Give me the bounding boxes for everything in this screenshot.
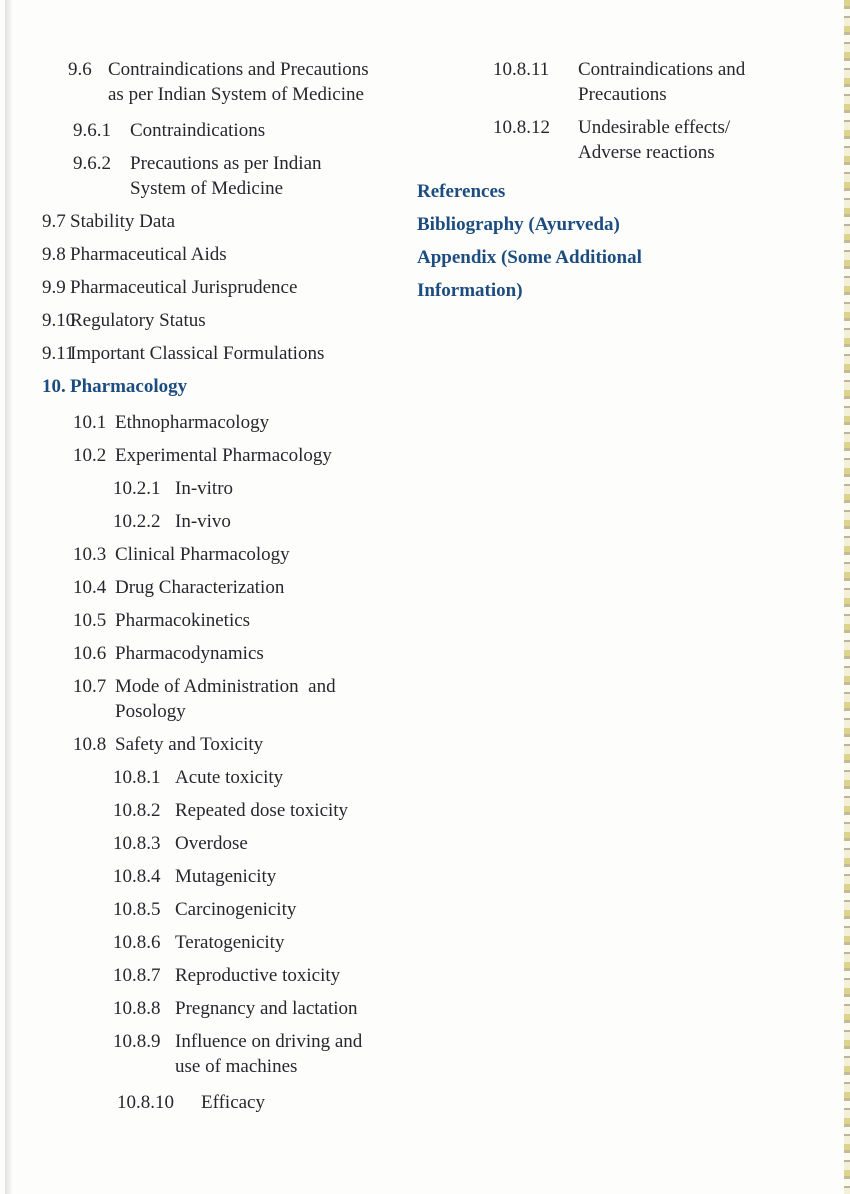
toc-entry-title-line: Pharmaceutical Aids xyxy=(70,244,227,265)
toc-entry-title-line: Appendix (Some Additional xyxy=(417,247,642,268)
toc-entry-title-line: as per Indian System of Medicine xyxy=(108,84,364,105)
toc-entry-10.2 xyxy=(42,443,442,468)
toc-entry-title-line: Carcinogenicity xyxy=(175,899,297,920)
toc-entry-10.3 xyxy=(42,542,442,567)
toc-entry-title-line: Pharmacodynamics xyxy=(115,643,264,664)
toc-entry-title-line: Precautions xyxy=(578,84,667,105)
toc-entry-title-line: Ethnopharmacology xyxy=(115,412,270,433)
toc-entry-10.8.3 xyxy=(42,831,442,856)
toc-entry-10.8.5 xyxy=(42,897,442,922)
toc-entry-title-line: use of machines xyxy=(175,1056,298,1077)
toc-entry-title xyxy=(175,897,442,922)
toc-entry-title-line: Contraindications and xyxy=(578,59,746,80)
toc-entry-title xyxy=(175,1029,442,1079)
toc-entry-10.8.2 xyxy=(42,798,442,823)
toc-entry-number: 9.8 xyxy=(42,244,66,265)
toc-entry-title-line: System of Medicine xyxy=(130,178,284,199)
toc-entry-number: 10.8.3 xyxy=(113,833,161,854)
toc-entry-number: 10.8 xyxy=(73,734,107,755)
toc-entry-title-line: Safety and Toxicity xyxy=(115,734,264,755)
toc-left-column xyxy=(42,57,442,1123)
toc-entry-appendix-some-additional xyxy=(417,245,777,303)
toc-entry-title-line: References xyxy=(417,181,506,202)
toc-entry-10.8.7 xyxy=(42,963,442,988)
toc-entry-number: 10.8.6 xyxy=(113,932,161,953)
toc-entry-title xyxy=(115,575,442,600)
toc-entry-10.2.1 xyxy=(42,476,442,501)
toc-entry-title xyxy=(115,732,442,757)
toc-entry-title-line: Experimental Pharmacology xyxy=(115,445,332,466)
toc-entry-title xyxy=(175,831,442,856)
toc-entry-title-line: Influence on driving and xyxy=(175,1031,363,1052)
toc-entry-title-line: Acute toxicity xyxy=(175,767,284,788)
toc-entry-title-line: Adverse reactions xyxy=(578,142,715,163)
toc-entry-9.6 xyxy=(42,57,442,107)
toc-entry-10.5 xyxy=(42,608,442,633)
toc-entry-10.6 xyxy=(42,641,442,666)
toc-entry-title xyxy=(130,151,442,201)
toc-entry-title xyxy=(115,443,442,468)
toc-entry-9.7 xyxy=(42,209,442,234)
toc-entry-title-line: Important Classical Formulations xyxy=(70,343,325,364)
toc-entry-title xyxy=(70,308,442,333)
toc-entry-title xyxy=(175,765,442,790)
toc-entry-title xyxy=(130,118,442,143)
toc-entry-title xyxy=(417,212,777,237)
toc-entry-number: 10.8.9 xyxy=(113,1031,161,1052)
toc-entry-number: 10.8.4 xyxy=(113,866,161,887)
toc-entry-title xyxy=(417,179,777,204)
toc-entry-9.6.2 xyxy=(42,151,442,201)
toc-entry-title xyxy=(115,674,442,724)
toc-entry-number: 10.7 xyxy=(73,676,107,697)
toc-entry-10.8.9 xyxy=(42,1029,442,1079)
toc-entry-9.9 xyxy=(42,275,442,300)
toc-entry-10. xyxy=(42,374,442,399)
toc-entry-title xyxy=(175,864,442,889)
toc-entry-title-line: Mode of Administration and xyxy=(115,676,336,697)
toc-entry-title-line: Stability Data xyxy=(70,211,176,232)
toc-entry-10.1 xyxy=(42,410,442,435)
toc-entry-title-line: Undesirable effects/ xyxy=(578,117,731,138)
toc-entry-number: 9.6 xyxy=(68,59,92,80)
toc-entry-number: 10.2 xyxy=(73,445,107,466)
toc-entry-title xyxy=(578,115,777,165)
toc-entry-10.8.8 xyxy=(42,996,442,1021)
toc-entry-9.8 xyxy=(42,242,442,267)
toc-entry-title-line: Posology xyxy=(115,701,186,722)
toc-entry-number: 10.8.12 xyxy=(493,117,550,138)
toc-entry-title-line: Pharmacology xyxy=(70,376,188,397)
toc-entry-title-line: Regulatory Status xyxy=(70,310,206,331)
toc-entry-number: 9.7 xyxy=(42,211,66,232)
toc-entry-number: 10.6 xyxy=(73,643,107,664)
toc-entry-title xyxy=(70,242,442,267)
toc-entry-references xyxy=(417,179,777,204)
toc-entry-title-line: In-vitro xyxy=(175,478,234,499)
toc-entry-title xyxy=(108,57,442,107)
toc-entry-number: 10.2.1 xyxy=(113,478,161,499)
toc-entry-title-line: In-vivo xyxy=(175,511,231,532)
toc-entry-title xyxy=(70,341,442,366)
toc-entry-number: 9.10 xyxy=(42,310,76,331)
toc-entry-title xyxy=(115,410,442,435)
toc-entry-title-line: Repeated dose toxicity xyxy=(175,800,349,821)
toc-entry-number: 9.6.2 xyxy=(73,153,111,174)
toc-entry-number: 10.8.1 xyxy=(113,767,161,788)
toc-entry-title xyxy=(578,57,777,107)
toc-entry-10.8.6 xyxy=(42,930,442,955)
toc-entry-title xyxy=(115,542,442,567)
toc-right-column xyxy=(417,57,777,311)
toc-entry-number: 10. xyxy=(42,376,66,397)
toc-entry-number: 10.2.2 xyxy=(113,511,161,532)
toc-entry-number: 9.6.1 xyxy=(73,120,111,141)
toc-entry-title xyxy=(70,374,442,399)
toc-entry-title xyxy=(175,798,442,823)
toc-entry-title-line: Drug Characterization xyxy=(115,577,285,598)
toc-entry-title xyxy=(70,275,442,300)
toc-entry-9.6.1 xyxy=(42,118,442,143)
toc-entry-title-line: Information) xyxy=(417,280,523,301)
toc-entry-number: 9.11 xyxy=(42,343,75,364)
toc-entry-10.2.2 xyxy=(42,509,442,534)
toc-entry-9.11 xyxy=(42,341,442,366)
toc-entry-title-line: Reproductive toxicity xyxy=(175,965,341,986)
toc-entry-10.4 xyxy=(42,575,442,600)
scan-edge-shadow-left xyxy=(5,0,12,1194)
toc-entry-10.8.1 xyxy=(42,765,442,790)
toc-entry-number: 10.8.10 xyxy=(117,1092,174,1113)
toc-entry-number: 10.3 xyxy=(73,544,107,565)
toc-entry-title-line: Pharmacokinetics xyxy=(115,610,251,631)
scan-edge-deckle-right xyxy=(844,0,850,1194)
toc-entry-title-line: Contraindications and Precautions xyxy=(108,59,369,80)
toc-entry-title-line: Contraindications xyxy=(130,120,266,141)
toc-entry-title-line: Pregnancy and lactation xyxy=(175,998,358,1019)
toc-entry-number: 10.4 xyxy=(73,577,107,598)
toc-entry-number: 10.8.7 xyxy=(113,965,161,986)
toc-entry-title xyxy=(175,509,442,534)
toc-entry-title-line: Precautions as per Indian xyxy=(130,153,322,174)
toc-entry-title xyxy=(175,930,442,955)
toc-entry-9.10 xyxy=(42,308,442,333)
toc-entry-title xyxy=(417,245,777,303)
toc-entry-title xyxy=(175,963,442,988)
toc-entry-title xyxy=(175,996,442,1021)
toc-entry-title xyxy=(175,476,442,501)
toc-entry-number: 10.8.2 xyxy=(113,800,161,821)
toc-entry-number: 10.1 xyxy=(73,412,107,433)
toc-entry-title-line: Efficacy xyxy=(201,1092,265,1113)
toc-entry-title xyxy=(70,209,442,234)
toc-entry-10.8.11 xyxy=(417,57,777,107)
toc-entry-title xyxy=(115,641,442,666)
toc-entry-number: 10.5 xyxy=(73,610,107,631)
toc-entry-10.8.12 xyxy=(417,115,777,165)
toc-entry-title-line: Mutagenicity xyxy=(175,866,277,887)
toc-entry-title-line: Overdose xyxy=(175,833,248,854)
toc-entry-number: 10.8.5 xyxy=(113,899,161,920)
toc-entry-10.8.10 xyxy=(42,1090,442,1115)
toc-entry-number: 10.8.11 xyxy=(493,59,550,80)
toc-entry-title xyxy=(201,1090,442,1115)
toc-entry-number: 9.9 xyxy=(42,277,66,298)
toc-entry-title-line: Bibliography (Ayurveda) xyxy=(417,214,620,235)
toc-entry-title xyxy=(115,608,442,633)
toc-entry-10.8 xyxy=(42,732,442,757)
toc-entry-number: 10.8.8 xyxy=(113,998,161,1019)
toc-entry-10.7 xyxy=(42,674,442,724)
toc-entry-title-line: Teratogenicity xyxy=(175,932,285,953)
toc-entry-title-line: Pharmaceutical Jurisprudence xyxy=(70,277,298,298)
toc-entry-title-line: Clinical Pharmacology xyxy=(115,544,290,565)
toc-entry-10.8.4 xyxy=(42,864,442,889)
toc-entry-bibliography-ayurveda- xyxy=(417,212,777,237)
